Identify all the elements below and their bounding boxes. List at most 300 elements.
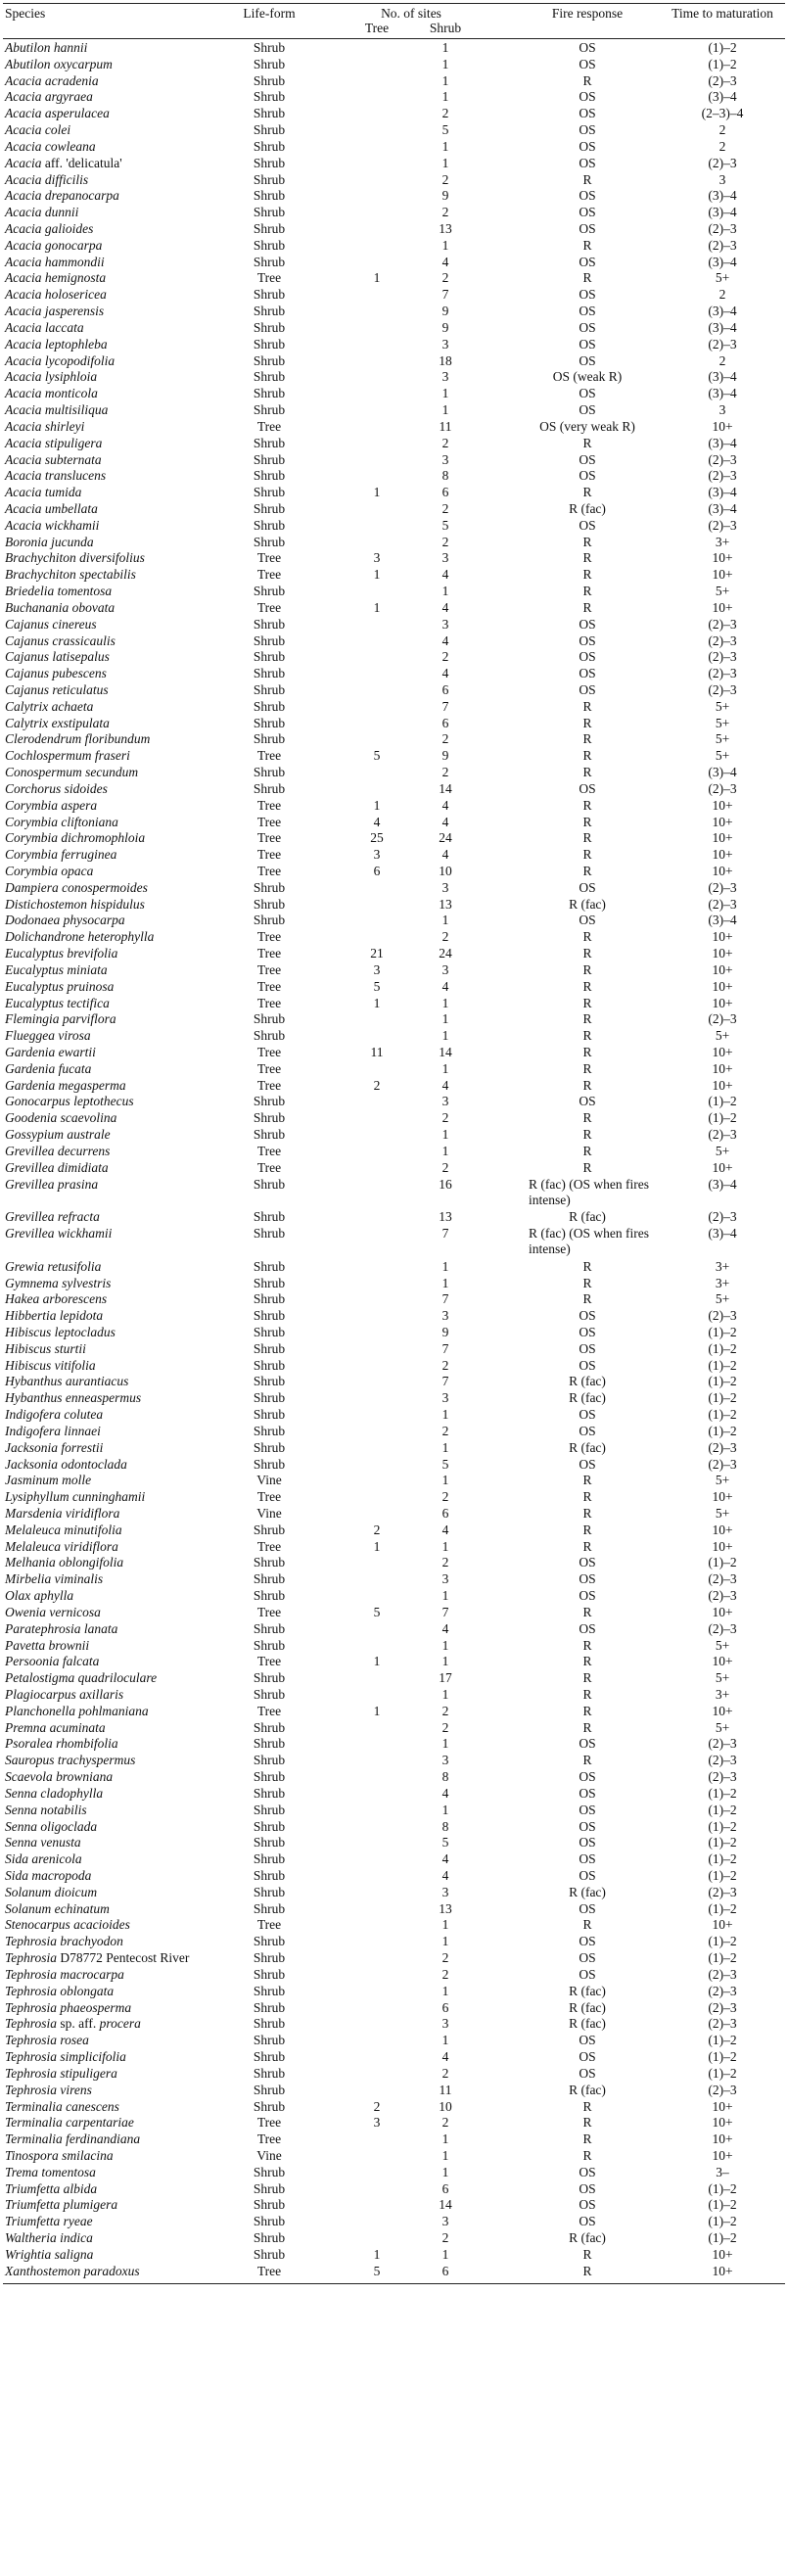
fire-response-cell: R xyxy=(582,2115,592,2131)
fire-response-cell: R xyxy=(582,814,592,829)
life-form-cell: Shrub xyxy=(253,2214,286,2229)
time-to-maturation-cell: (1)–2 xyxy=(708,40,737,55)
tree-sites-cell: 4 xyxy=(373,814,381,829)
life-form-cell: Tree xyxy=(256,567,282,583)
fire-response-cell: OS xyxy=(579,1324,596,1339)
time-to-maturation-cell: (3)–4 xyxy=(708,205,737,220)
life-form-cell: Tree xyxy=(256,814,282,829)
shrub-sites-cell: 2 xyxy=(441,2065,449,2081)
fire-response-cell: OS xyxy=(579,1588,596,1604)
shrub-sites-cell: 1 xyxy=(441,40,449,55)
life-form-cell: Tree xyxy=(256,929,282,945)
time-to-maturation-cell: (3)–4 xyxy=(708,254,737,269)
tree-sites-cell: 2 xyxy=(373,1077,381,1093)
tree-sites-cell: 1 xyxy=(373,270,381,286)
shrub-sites-cell: 2 xyxy=(441,1719,449,1735)
shrub-sites-cell: 5 xyxy=(441,1835,449,1850)
time-to-maturation-cell: (2)–3 xyxy=(708,1209,737,1225)
header-life-form: Life-form xyxy=(243,6,296,21)
header-shrub: Shrub xyxy=(429,21,462,35)
life-form-cell: Shrub xyxy=(253,2016,286,2032)
species-cell: Acacia colei xyxy=(5,122,71,138)
shrub-sites-cell: 1 xyxy=(441,2147,449,2163)
fire-response-cell: OS xyxy=(579,2049,596,2065)
fire-response-cell: OS xyxy=(579,56,596,71)
time-to-maturation-cell: 5+ xyxy=(715,1505,730,1521)
time-to-maturation-cell: 10+ xyxy=(712,961,733,977)
time-to-maturation-cell: (1)–2 xyxy=(708,1390,737,1406)
shrub-sites-cell: 2 xyxy=(441,649,449,665)
fire-response-cell: R xyxy=(582,961,592,977)
life-form-cell: Shrub xyxy=(253,1851,286,1867)
life-form-cell: Shrub xyxy=(253,1950,286,1966)
shrub-sites-cell: 13 xyxy=(439,1209,452,1225)
species-cell: Gossypium australe xyxy=(5,1127,111,1143)
fire-response-cell: R (fac) (OS when fires intense) xyxy=(529,1176,649,1207)
tree-sites-cell: 1 xyxy=(373,2246,381,2262)
species-cell: Acacia hammondii xyxy=(5,254,105,269)
life-form-cell: Shrub xyxy=(253,1094,286,1109)
species-cell: Sida macropoda xyxy=(5,1868,92,1884)
shrub-sites-cell: 3 xyxy=(441,616,449,632)
fire-response-cell: OS xyxy=(579,666,596,681)
shrub-sites-cell: 24 xyxy=(439,830,452,846)
shrub-sites-cell: 17 xyxy=(439,1670,452,1686)
time-to-maturation-cell: (3)–4 xyxy=(708,304,737,319)
species-cell: Psoralea rhombifolia xyxy=(5,1736,118,1752)
fire-response-cell: OS xyxy=(579,1785,596,1801)
shrub-sites-cell: 13 xyxy=(439,221,452,237)
fire-response-cell: OS xyxy=(579,681,596,697)
shrub-sites-cell: 7 xyxy=(441,1226,449,1241)
time-to-maturation-cell: 10+ xyxy=(712,1654,733,1669)
time-to-maturation-cell: (1)–2 xyxy=(708,1094,737,1109)
species-cell: Eucalyptus pruinosa xyxy=(5,978,115,994)
species-cell: Scaevola browniana xyxy=(5,1769,114,1785)
species-cell: Brachychiton spectabilis xyxy=(5,567,136,583)
species-cell: Flemingia parviflora xyxy=(5,1011,116,1027)
life-form-cell: Shrub xyxy=(253,1308,286,1324)
fire-response-cell: R xyxy=(582,2098,592,2114)
species-cell: Mirbelia viminalis xyxy=(5,1571,104,1587)
species-cell: Owenia vernicosa xyxy=(5,1604,101,1619)
life-form-cell: Shrub xyxy=(253,451,286,467)
shrub-sites-cell: 1 xyxy=(441,2246,449,2262)
species-cell: Acacia umbellata xyxy=(5,500,98,516)
shrub-sites-cell: 2 xyxy=(441,2230,449,2246)
life-form-cell: Shrub xyxy=(253,435,286,450)
species-cell: Boronia jucunda xyxy=(5,534,94,549)
life-form-cell: Shrub xyxy=(253,715,286,730)
species-cell: Marsdenia viridiflora xyxy=(5,1505,120,1521)
life-form-cell: Shrub xyxy=(253,287,286,303)
life-form-cell: Shrub xyxy=(253,1390,286,1406)
life-form-cell: Shrub xyxy=(253,1324,286,1339)
shrub-sites-cell: 2 xyxy=(441,534,449,549)
species-cell: Acacia dunnii xyxy=(5,205,79,220)
fire-response-cell: R xyxy=(582,929,592,945)
shrub-sites-cell: 4 xyxy=(441,1620,449,1636)
time-to-maturation-cell: 10+ xyxy=(712,2246,733,2262)
species-cell: Grevillea refracta xyxy=(5,1209,100,1225)
life-form-cell: Tree xyxy=(256,1604,282,1619)
time-to-maturation-cell: 3+ xyxy=(715,534,730,549)
species-cell: Distichostemon hispidulus xyxy=(5,896,145,912)
life-form-cell: Shrub xyxy=(253,896,286,912)
fire-response-cell: R xyxy=(582,698,592,714)
time-to-maturation-cell: (2)–3 xyxy=(708,1983,737,1998)
header-time-to-maturation: Time to maturation xyxy=(672,6,773,21)
time-to-maturation-cell: 5+ xyxy=(715,715,730,730)
fire-response-cell: R xyxy=(582,1703,592,1718)
species-cell: Acacia holosericea xyxy=(5,287,107,303)
fire-response-cell: R xyxy=(582,978,592,994)
life-form-cell: Shrub xyxy=(253,1769,286,1785)
life-form-cell: Shrub xyxy=(253,1753,286,1768)
fire-response-cell: OS xyxy=(579,1571,596,1587)
life-form-cell: Shrub xyxy=(253,1226,286,1241)
time-to-maturation-cell: (2)–3 xyxy=(708,649,737,665)
shrub-sites-cell: 4 xyxy=(441,1851,449,1867)
fire-response-cell: R xyxy=(582,797,592,813)
life-form-cell: Shrub xyxy=(253,780,286,796)
fire-response-cell: R (fac) xyxy=(569,1374,606,1389)
time-to-maturation-cell: 10+ xyxy=(712,814,733,829)
fire-response-cell: OS xyxy=(579,287,596,303)
time-to-maturation-cell: 10+ xyxy=(712,2147,733,2163)
shrub-sites-cell: 13 xyxy=(439,896,452,912)
life-form-cell: Shrub xyxy=(253,304,286,319)
life-form-cell: Shrub xyxy=(253,89,286,105)
time-to-maturation-cell: (2)–3 xyxy=(708,2016,737,2032)
fire-response-cell: R xyxy=(582,1011,592,1027)
fire-response-cell: OS xyxy=(579,1407,596,1423)
shrub-sites-cell: 10 xyxy=(439,2098,452,2114)
shrub-sites-cell: 1 xyxy=(441,1637,449,1653)
life-form-cell: Shrub xyxy=(253,1275,286,1290)
species-cell: Acacia acradenia xyxy=(5,72,99,88)
species-cell: Senna venusta xyxy=(5,1835,81,1850)
life-form-cell: Shrub xyxy=(253,1687,286,1702)
fire-response-cell: OS xyxy=(579,1308,596,1324)
species-cell: Gardenia ewartii xyxy=(5,1045,96,1060)
time-to-maturation-cell: (2)–3 xyxy=(708,451,737,467)
fire-response-cell: OS xyxy=(579,913,596,928)
fire-response-cell: R xyxy=(582,1505,592,1521)
time-to-maturation-cell: (2)–3 xyxy=(708,1588,737,1604)
species-cell: Acacia leptophleba xyxy=(5,336,108,351)
life-form-cell: Shrub xyxy=(253,632,286,648)
tree-sites-cell: 1 xyxy=(373,1703,381,1718)
fire-response-cell: R xyxy=(582,1077,592,1093)
fire-response-cell: R (fac) xyxy=(569,2230,606,2246)
header-fire-response: Fire response xyxy=(551,6,624,21)
life-form-cell: Tree xyxy=(256,748,282,764)
fire-response-cell: OS xyxy=(579,106,596,121)
life-form-cell: Shrub xyxy=(253,1110,286,1126)
species-cell: Waltheria indica xyxy=(5,2230,93,2246)
shrub-sites-cell: 1 xyxy=(441,913,449,928)
shrub-sites-cell: 3 xyxy=(441,879,449,895)
fire-response-cell: OS xyxy=(579,451,596,467)
species-cell: Dampiera conospermoides xyxy=(5,879,148,895)
species-cell: Hibiscus vitifolia xyxy=(5,1357,96,1373)
time-to-maturation-cell: (1)–2 xyxy=(708,1340,737,1356)
fire-response-cell: R (fac) (OS when fires intense) xyxy=(529,1226,649,1257)
fire-response-cell: R xyxy=(582,1291,592,1307)
fire-response-cell: R xyxy=(582,1670,592,1686)
fire-response-cell: R xyxy=(582,995,592,1010)
time-to-maturation-cell: (1)–2 xyxy=(708,56,737,71)
species-cell: Melaleuca minutifolia xyxy=(5,1522,122,1537)
life-form-cell: Shrub xyxy=(253,2033,286,2048)
shrub-sites-cell: 1 xyxy=(441,1917,449,1933)
fire-response-cell: OS xyxy=(579,879,596,895)
time-to-maturation-cell: 10+ xyxy=(712,550,733,566)
shrub-sites-cell: 3 xyxy=(441,451,449,467)
species-cell: Grevillea prasina xyxy=(5,1176,99,1192)
species-cell: Melaleuca viridiflora xyxy=(5,1538,118,1554)
fire-response-cell: OS xyxy=(579,1950,596,1966)
species-cell: Senna oligoclada xyxy=(5,1818,98,1834)
fire-response-cell: OS xyxy=(579,1851,596,1867)
life-form-cell: Tree xyxy=(256,1159,282,1175)
life-form-cell: Shrub xyxy=(253,616,286,632)
fire-response-cell: R xyxy=(582,830,592,846)
species-cell: Gymnema sylvestris xyxy=(5,1275,112,1290)
life-form-cell: Shrub xyxy=(253,731,286,747)
species-cell: Acacia wickhamii xyxy=(5,517,100,533)
fire-response-cell: R xyxy=(582,1489,592,1505)
life-form-cell: Shrub xyxy=(253,2098,286,2114)
shrub-sites-cell: 1 xyxy=(441,1736,449,1752)
shrub-sites-cell: 8 xyxy=(441,1769,449,1785)
species-cell: Corchorus sidoides xyxy=(5,780,108,796)
time-to-maturation-cell: (1)–2 xyxy=(708,1934,737,1949)
header-rule xyxy=(3,38,785,39)
time-to-maturation-cell: (2)–3 xyxy=(708,1884,737,1899)
life-form-cell: Tree xyxy=(256,1060,282,1076)
time-to-maturation-cell: 10+ xyxy=(712,2131,733,2147)
time-to-maturation-cell: (1)–2 xyxy=(708,1555,737,1570)
species-cell: Triumfetta ryeae xyxy=(5,2214,93,2229)
life-form-cell: Tree xyxy=(256,550,282,566)
time-to-maturation-cell: (1)–2 xyxy=(708,1950,737,1966)
life-form-cell: Shrub xyxy=(253,1637,286,1653)
shrub-sites-cell: 7 xyxy=(441,1374,449,1389)
shrub-sites-cell: 3 xyxy=(441,1884,449,1899)
time-to-maturation-cell: (2)–3 xyxy=(708,155,737,170)
species-cell: Xanthostemon paradoxus xyxy=(5,2263,140,2278)
time-to-maturation-cell: (1)–2 xyxy=(708,1110,737,1126)
species-cell: Acacia asperulacea xyxy=(5,106,110,121)
time-to-maturation-cell: 5+ xyxy=(715,1291,730,1307)
fire-response-cell: R xyxy=(582,1687,592,1702)
fire-response-cell: OS xyxy=(579,40,596,55)
shrub-sites-cell: 14 xyxy=(439,1045,452,1060)
fire-response-cell: OS xyxy=(579,319,596,335)
time-to-maturation-cell: (2)–3 xyxy=(708,1769,737,1785)
species-cell: Petalostigma quadriloculare xyxy=(5,1670,158,1686)
species-cell: Grevillea dimidiata xyxy=(5,1159,109,1175)
species-cell: Acacia monticola xyxy=(5,386,98,401)
shrub-sites-cell: 5 xyxy=(441,517,449,533)
shrub-sites-cell: 4 xyxy=(441,797,449,813)
fire-response-cell: R xyxy=(582,765,592,780)
fire-response-cell: R xyxy=(582,270,592,286)
time-to-maturation-cell: (2)–3 xyxy=(708,237,737,253)
shrub-sites-cell: 3 xyxy=(441,336,449,351)
shrub-sites-cell: 2 xyxy=(441,1110,449,1126)
time-to-maturation-cell: (1)–2 xyxy=(708,1868,737,1884)
time-to-maturation-cell: (2)–3 xyxy=(708,1439,737,1455)
life-form-cell: Shrub xyxy=(253,40,286,55)
time-to-maturation-cell: 10+ xyxy=(712,567,733,583)
shrub-sites-cell: 1 xyxy=(441,995,449,1010)
shrub-sites-cell: 1 xyxy=(441,56,449,71)
time-to-maturation-cell: (1)–2 xyxy=(708,2180,737,2196)
fire-response-cell: OS xyxy=(579,1357,596,1373)
fire-response-cell: R (fac) xyxy=(569,1439,606,1455)
life-form-cell: Shrub xyxy=(253,1127,286,1143)
time-to-maturation-cell: (3)–4 xyxy=(708,386,737,401)
life-form-cell: Shrub xyxy=(253,500,286,516)
time-to-maturation-cell: (2)–3 xyxy=(708,1753,737,1768)
shrub-sites-cell: 7 xyxy=(441,698,449,714)
life-form-cell: Shrub xyxy=(253,2230,286,2246)
life-form-cell: Shrub xyxy=(253,1736,286,1752)
time-to-maturation-cell: (2)–3 xyxy=(708,1308,737,1324)
fire-response-cell: R (fac) xyxy=(569,1209,606,1225)
shrub-sites-cell: 5 xyxy=(441,122,449,138)
time-to-maturation-cell: 3– xyxy=(716,2164,729,2179)
time-to-maturation-cell: (2)–3 xyxy=(708,1966,737,1982)
species-cell: Cajanus crassicaulis xyxy=(5,632,116,648)
fire-response-cell: R (fac) xyxy=(569,1999,606,2015)
time-to-maturation-cell: (3)–4 xyxy=(708,369,737,385)
shrub-sites-cell: 9 xyxy=(441,1324,449,1339)
species-cell: Acacia cowleana xyxy=(5,138,96,154)
time-to-maturation-cell: 10+ xyxy=(712,599,733,615)
time-to-maturation-cell: (2)–3 xyxy=(708,681,737,697)
time-to-maturation-cell: (2)–3 xyxy=(708,632,737,648)
life-form-cell: Shrub xyxy=(253,2164,286,2179)
time-to-maturation-cell: (2)–3 xyxy=(708,780,737,796)
tree-sites-cell: 1 xyxy=(373,797,381,813)
life-form-cell: Vine xyxy=(256,1505,282,1521)
shrub-sites-cell: 2 xyxy=(441,500,449,516)
life-form-cell: Shrub xyxy=(253,2082,286,2097)
fire-response-cell: R xyxy=(582,946,592,961)
shrub-sites-cell: 1 xyxy=(441,584,449,599)
life-form-cell: Tree xyxy=(256,864,282,878)
shrub-sites-cell: 1 xyxy=(441,1588,449,1604)
time-to-maturation-cell: (2)–3 xyxy=(708,1620,737,1636)
species-cell: Acacia jasperensis xyxy=(5,304,105,319)
shrub-sites-cell: 4 xyxy=(441,632,449,648)
life-form-cell: Shrub xyxy=(253,72,286,88)
header-tree: Tree xyxy=(364,21,390,35)
time-to-maturation-cell: (1)–2 xyxy=(708,1818,737,1834)
life-form-cell: Shrub xyxy=(253,138,286,154)
shrub-sites-cell: 8 xyxy=(441,1818,449,1834)
species-cell: Corymbia dichromophloia xyxy=(5,830,146,846)
fire-response-cell: R xyxy=(582,2131,592,2147)
shrub-sites-cell: 18 xyxy=(439,352,452,368)
time-to-maturation-cell: 10+ xyxy=(712,2263,733,2278)
shrub-sites-cell: 1 xyxy=(441,155,449,170)
species-cell: Corymbia ferruginea xyxy=(5,847,117,863)
time-to-maturation-cell: 3 xyxy=(718,171,726,187)
species-cell: Persoonia falcata xyxy=(5,1654,100,1669)
time-to-maturation-cell: (3)–4 xyxy=(708,319,737,335)
fire-response-cell: R xyxy=(582,599,592,615)
species-cell: Goodenia scaevolina xyxy=(5,1110,117,1126)
time-to-maturation-cell: 5+ xyxy=(715,270,730,286)
species-cell: Acacia lycopodifolia xyxy=(5,352,116,368)
fire-response-cell: R xyxy=(582,864,592,878)
fire-response-cell: OS (weak R) xyxy=(552,369,623,385)
shrub-sites-cell: 1 xyxy=(441,1934,449,1949)
life-form-cell: Shrub xyxy=(253,1439,286,1455)
time-to-maturation-cell: 10+ xyxy=(712,1489,733,1505)
fire-response-cell: OS xyxy=(579,336,596,351)
time-to-maturation-cell: 10+ xyxy=(712,1522,733,1537)
life-form-cell: Tree xyxy=(256,1703,282,1718)
shrub-sites-cell: 3 xyxy=(441,1094,449,1109)
life-form-cell: Tree xyxy=(256,1654,282,1669)
time-to-maturation-cell: 3 xyxy=(718,402,726,418)
species-cell: Pavetta brownii xyxy=(5,1637,90,1653)
life-form-cell: Shrub xyxy=(253,402,286,418)
shrub-sites-cell: 3 xyxy=(441,1390,449,1406)
life-form-cell: Shrub xyxy=(253,1999,286,2015)
fire-response-cell: OS xyxy=(579,517,596,533)
fire-response-cell: R xyxy=(582,1258,592,1274)
time-to-maturation-cell: 10+ xyxy=(712,1604,733,1619)
species-cell: Acacia argyraea xyxy=(5,89,93,105)
fire-response-cell: R xyxy=(582,171,592,187)
shrub-sites-cell: 3 xyxy=(441,2214,449,2229)
shrub-sites-cell: 2 xyxy=(441,1159,449,1175)
life-form-cell: Shrub xyxy=(253,1719,286,1735)
shrub-sites-cell: 2 xyxy=(441,435,449,450)
life-form-cell: Shrub xyxy=(253,765,286,780)
fire-response-cell: OS xyxy=(579,1868,596,1884)
shrub-sites-cell: 7 xyxy=(441,1604,449,1619)
species-cell: Calytrix exstipulata xyxy=(5,715,110,730)
life-form-cell: Shrub xyxy=(253,1176,286,1192)
fire-response-cell: OS xyxy=(579,1818,596,1834)
fire-response-cell: R xyxy=(582,567,592,583)
species-cell: Eucalyptus tectifica xyxy=(5,995,110,1010)
life-form-cell: Tree xyxy=(256,2131,282,2147)
shrub-sites-cell: 9 xyxy=(441,748,449,764)
fire-response-cell: OS xyxy=(579,2065,596,2081)
time-to-maturation-cell: (1)–2 xyxy=(708,2214,737,2229)
shrub-sites-cell: 4 xyxy=(441,599,449,615)
time-to-maturation-cell: 3+ xyxy=(715,1687,730,1702)
time-to-maturation-cell: 10+ xyxy=(712,847,733,863)
shrub-sites-cell: 3 xyxy=(441,369,449,385)
tree-sites-cell: 5 xyxy=(373,1604,381,1619)
time-to-maturation-cell: 10+ xyxy=(712,2098,733,2114)
life-form-cell: Shrub xyxy=(253,122,286,138)
shrub-sites-cell: 3 xyxy=(441,961,449,977)
time-to-maturation-cell: 10+ xyxy=(712,1538,733,1554)
life-form-cell: Shrub xyxy=(253,2065,286,2081)
species-cell: Acacia galioides xyxy=(5,221,94,237)
